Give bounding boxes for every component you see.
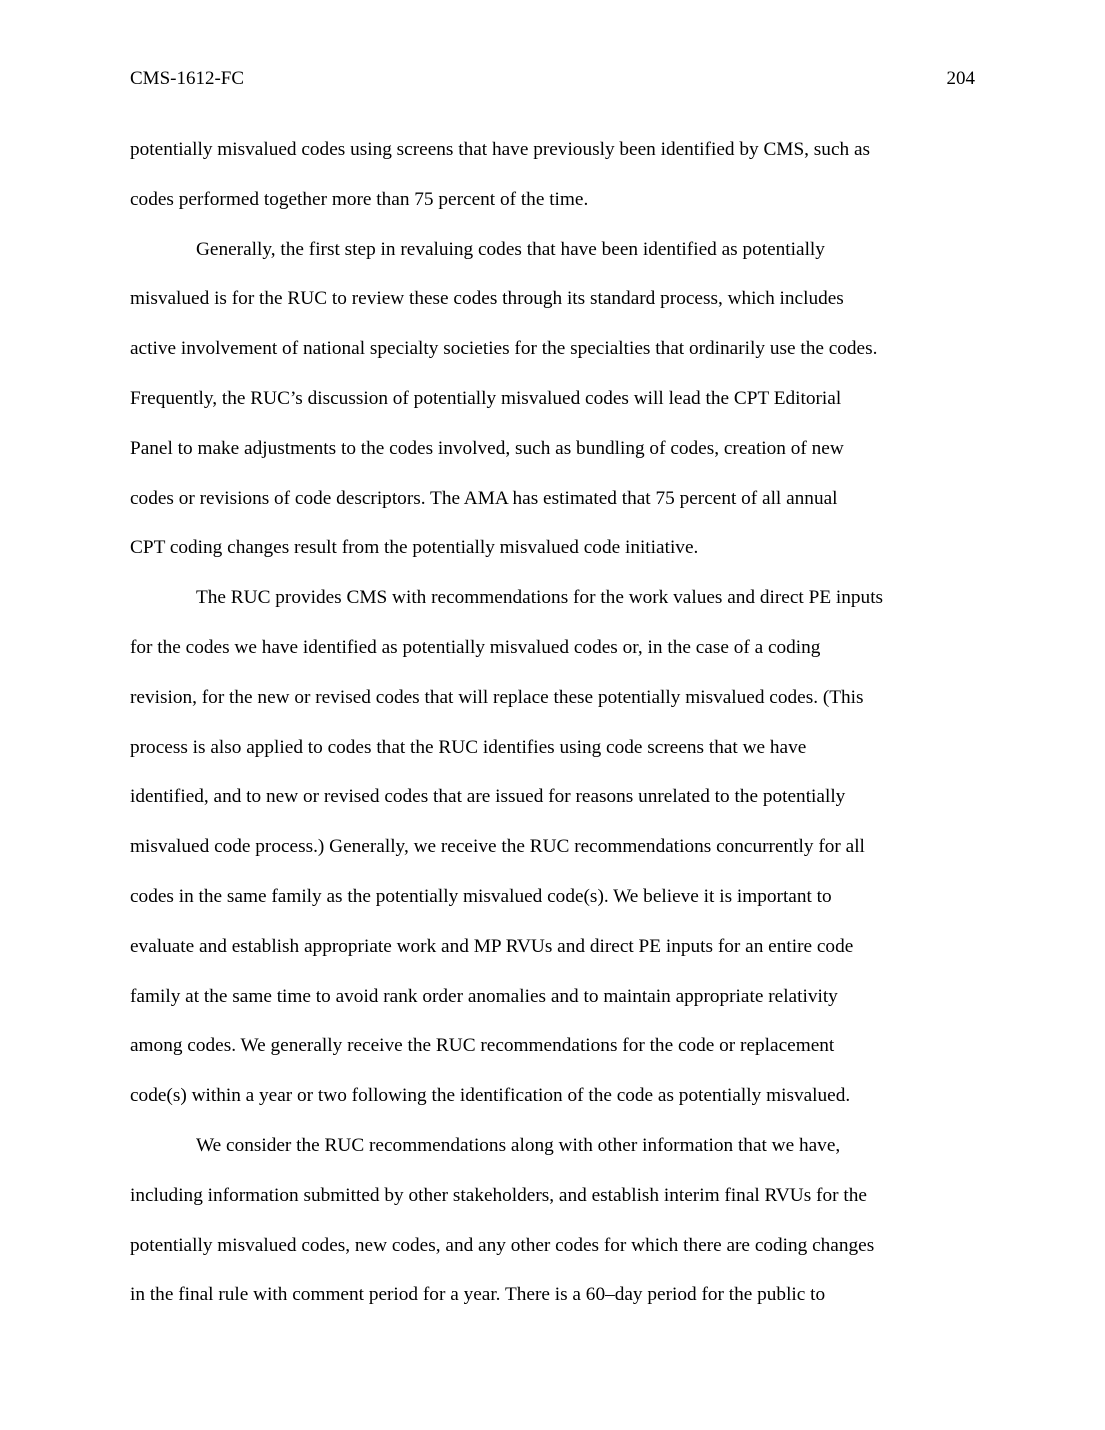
text-line: The RUC provides CMS with recommendations for the work values and direct PE inputs xyxy=(196,587,884,609)
text-line: family at the same time to avoid rank order anomalies and to maintain appropriate relativity xyxy=(130,985,838,1007)
text-line: Generally, the first step in revaluing codes that have been identified as potentially xyxy=(196,238,825,260)
text-line: code(s) within a year or two following the identification of the code as potentially misvalued. xyxy=(130,1085,851,1107)
text-line: among codes. We generally receive the RUC recommendations for the code or replacement xyxy=(130,1035,835,1057)
text-line: codes in the same family as the potentially misvalued code(s). We believe it is important to xyxy=(130,885,832,907)
text-line: revision, for the new or revised codes that will replace these potentially misvalued codes. (This xyxy=(130,686,864,708)
page-header xyxy=(130,66,975,92)
text-line: active involvement of national specialty societies for the specialties that ordinarily use the codes. xyxy=(130,338,878,360)
text-line: identified, and to new or revised codes that are issued for reasons unrelated to the potentially xyxy=(130,786,846,808)
text-line: misvalued is for the RUC to review these codes through its standard process, which includes xyxy=(130,288,844,310)
text-line: codes performed together more than 75 percent of the time. xyxy=(130,188,589,210)
text-line: potentially misvalued codes using screens that have previously been identified by CMS, such as xyxy=(130,139,871,160)
text-line: process is also applied to codes that the RUC identifies using code screens that we have xyxy=(130,736,807,758)
text-line: Panel to make adjustments to the codes involved, such as bundling of codes, creation of new xyxy=(130,437,844,459)
text-line: for the codes we have identified as potentially misvalued codes or, in the case of a coding xyxy=(130,636,821,658)
page-number: 204 xyxy=(946,68,975,89)
text-line: CPT coding changes result from the potentially misvalued code initiative. xyxy=(130,537,699,559)
text-line: including information submitted by other stakeholders, and establish interim final RVUs for the xyxy=(130,1184,867,1206)
text-line: evaluate and establish appropriate work and MP RVUs and direct PE inputs for an entire code xyxy=(130,935,854,957)
body-text xyxy=(130,125,975,1320)
text-line: Frequently, the RUC’s discussion of potentially misvalued codes will lead the CPT Editorial xyxy=(130,387,842,409)
text-line: We consider the RUC recommendations along with other information that we have, xyxy=(196,1134,841,1156)
text-line: in the final rule with comment period for a year. There is a 60–day period for the public to xyxy=(130,1284,826,1306)
document-id: CMS-1612-FC xyxy=(130,68,245,89)
text-line: potentially misvalued codes, new codes, and any other codes for which there are coding changes xyxy=(130,1234,875,1256)
text-line: codes or revisions of code descriptors. The AMA has estimated that 75 percent of all annual xyxy=(130,487,838,509)
text-line: misvalued code process.) Generally, we receive the RUC recommendations concurrently for all xyxy=(130,836,865,858)
